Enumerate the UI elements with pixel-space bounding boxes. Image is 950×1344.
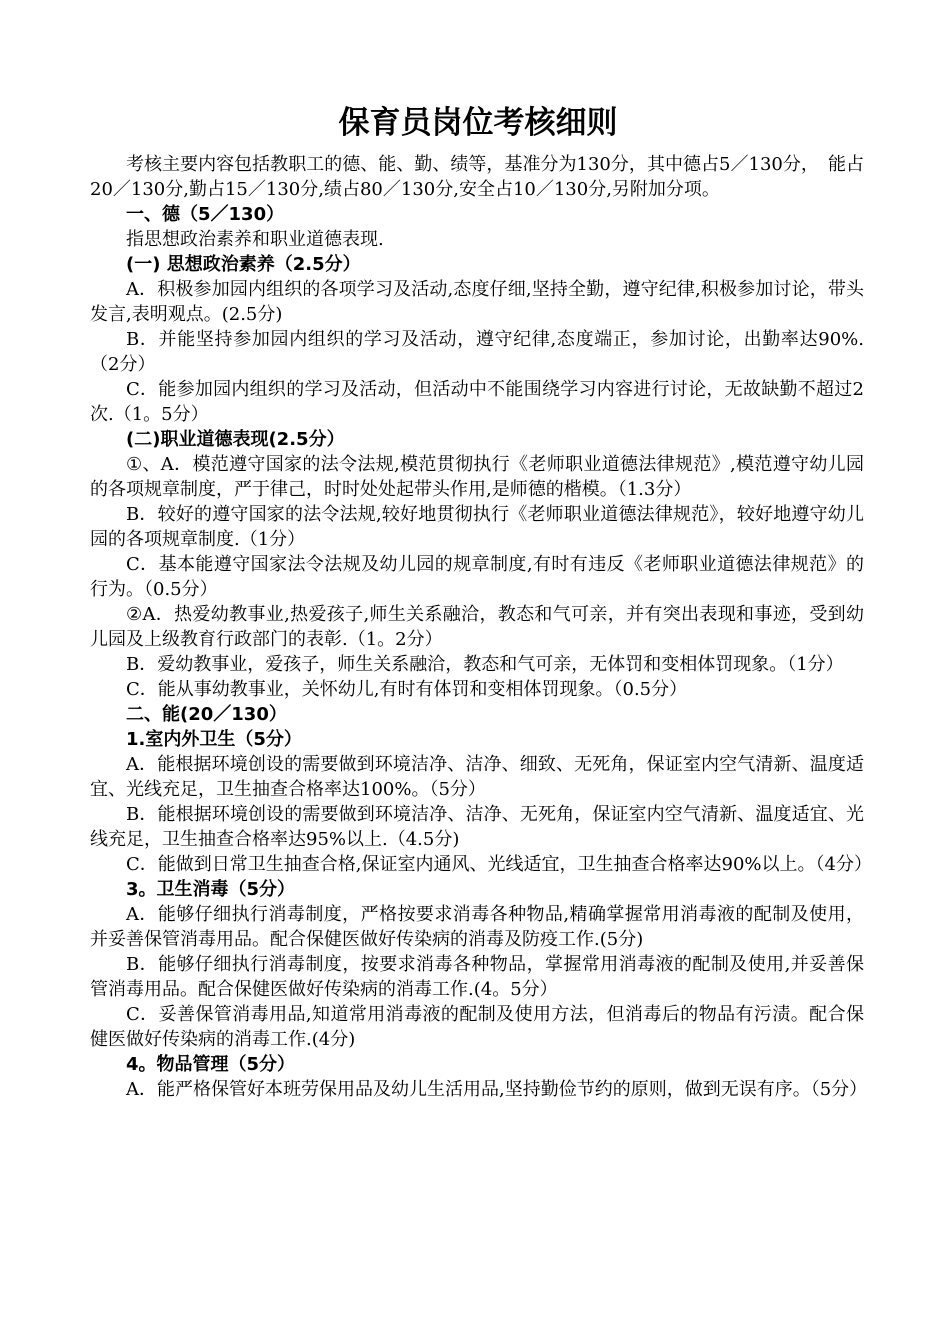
criterion-hygiene-b: B．能根据环境创设的需要做到环境洁净、洁净、无死角，保证室内空气清新、温度适宜、光线充足，卫生抽查合格率达95%以上.（4.5分) [90, 804, 864, 850]
criterion-ethics-1c: C．基本能遵守国家法令法规及幼儿园的规章制度,有时有违反《老师职业道德法律规范》的行为。（0.5分） [90, 554, 864, 600]
criterion-political-b: B．并能坚持参加园内组织的学习及活动，遵守纪律,态度端正，参加讨论，出勤率达90%.（2分） [90, 329, 864, 375]
document-body [90, 152, 872, 1102]
subsection-heading-political: (一) 思想政治素养（2.5分） [126, 254, 361, 275]
criterion-ethics-1a: ①、A．模范遵守国家的法令法规,模范贯彻执行《老师职业道德法律规范》,模范遵守幼儿园的各项规章制度，严于律己，时时处处起带头作用,是师德的楷模。（1.3分） [90, 454, 864, 500]
section-heading-neng: 二、能(20／130） [126, 704, 287, 725]
criterion-disinfection-c: C．妥善保管消毒用品,知道常用消毒液的配制及使用方法，但消毒后的物品有污渍。配合保健医做好传染病的消毒工作.(4分) [90, 1004, 864, 1050]
criterion-political-c: C．能参加园内组织的学习及活动，但活动中不能围绕学习内容进行讨论，无故缺勤不超过2次.（1。5分） [90, 379, 864, 425]
criterion-supplies-a: A．能严格保管好本班劳保用品及幼儿生活用品,坚持勤俭节约的原则，做到无误有序。（5分） [126, 1079, 868, 1100]
criterion-political-a: A．积极参加园内组织的各项学习及活动,态度仔细,坚持全勤，遵守纪律,积极参加讨论，带头发言,表明观点。(2.5分) [90, 279, 864, 325]
section-de-description: 指思想政治素养和职业道德表现. [126, 229, 384, 250]
criterion-disinfection-b: B．能够仔细执行消毒制度，按要求消毒各种物品，掌握常用消毒液的配制及使用,并妥善保管消毒用品。配合保健医做好传染病的消毒工作.(4。5分） [90, 954, 864, 1000]
subsection-heading-supplies: 4。物品管理（5分） [126, 1054, 296, 1075]
subsection-heading-hygiene: 1.室内外卫生（5分） [126, 729, 302, 750]
criterion-ethics-2a: ②A．热爱幼教事业,热爱孩子,师生关系融洽，教态和气可亲，并有突出表现和事迹，受到幼儿园及上级教育行政部门的表彰.（1。2分） [90, 604, 864, 650]
criterion-hygiene-a: A．能根据环境创设的需要做到环境洁净、洁净、细致、无死角，保证室内空气清新、温度适宜、光线充足，卫生抽查合格率达100%。（5分） [90, 754, 864, 800]
criterion-ethics-2c: C．能从事幼教事业，关怀幼儿,有时有体罚和变相体罚现象。（0.5分） [126, 679, 688, 700]
section-heading-de: 一、德（5／130） [126, 204, 285, 225]
subsection-heading-disinfection: 3。卫生消毒（5分） [126, 879, 296, 900]
criterion-ethics-1b: B．较好的遵守国家的法令法规,较好地贯彻执行《老师职业道德法律规范》，较好地遵守幼儿园的各项规章制度.（1分） [90, 504, 864, 550]
criterion-disinfection-a: A．能够仔细执行消毒制度，严格按要求消毒各种物品,精确掌握常用消毒液的配制及使用，并妥善保管消毒用品。配合保健医做好传染病的消毒及防疫工作.(5分) [90, 904, 864, 950]
intro-paragraph: 考核主要内容包括教职工的德、能、勤、绩等，基准分为130分，其中德占5／130分， 能占20／130分,勤占15／130分,绩占80／130分,安全占10／130分,另附加分项。 [90, 154, 864, 200]
document-title: 保育员岗位考核细则 [338, 105, 618, 141]
criterion-ethics-2b: B．爱幼教事业，爱孩子，师生关系融洽，教态和气可亲，无体罚和变相体罚现象。（1分） [126, 654, 844, 675]
subsection-heading-ethics: (二)职业道德表现(2.5分） [126, 429, 345, 450]
criterion-hygiene-c: C．能做到日常卫生抽查合格,保证室内通风、光线适宜，卫生抽查合格率达90%以上。（4分） [126, 854, 872, 875]
